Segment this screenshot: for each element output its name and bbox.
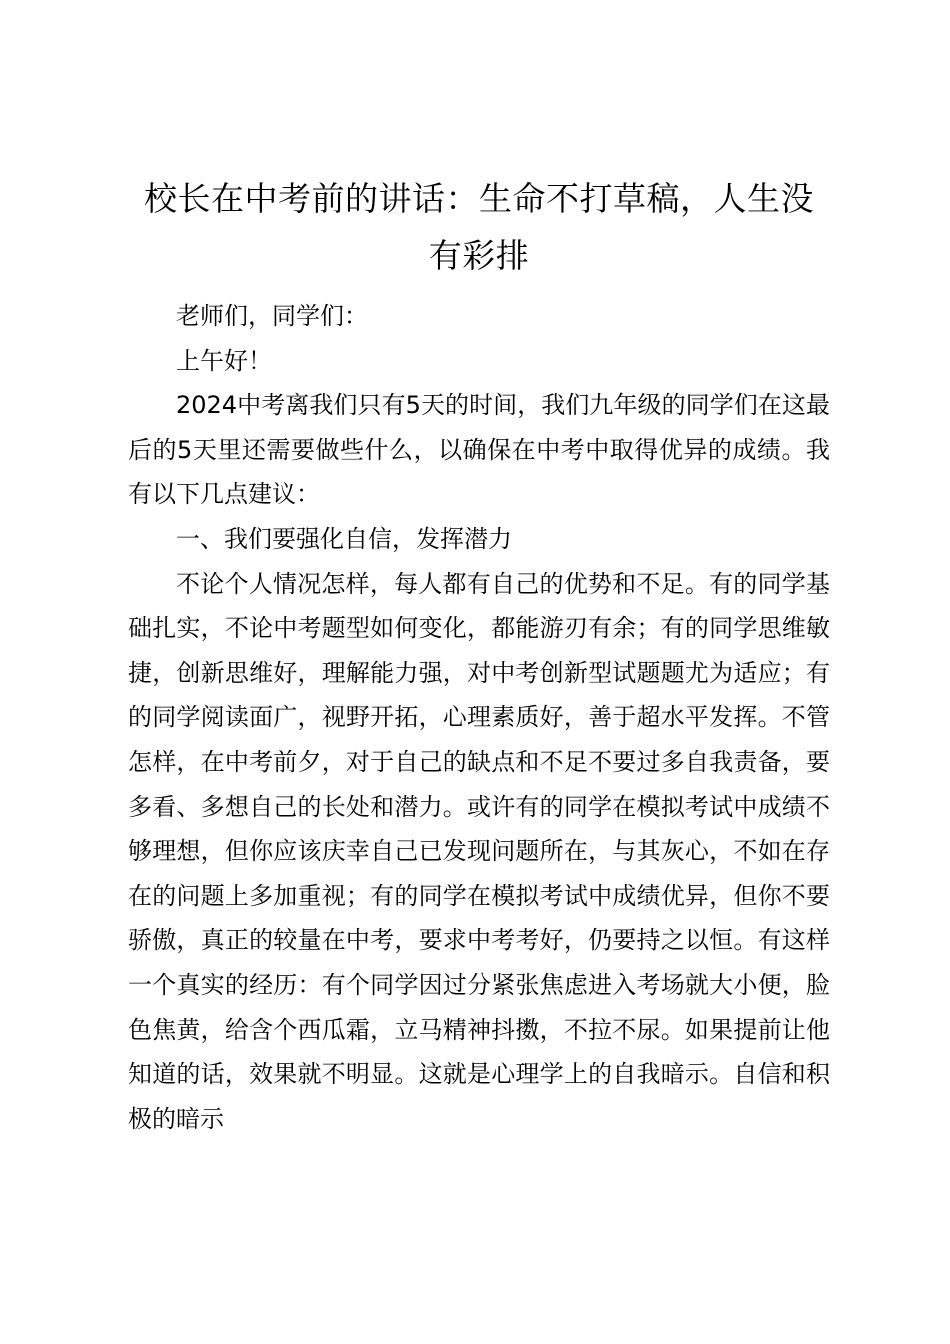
paragraph-greeting: 老师们，同学们： bbox=[176, 302, 368, 330]
section-heading-1: 一、我们要强化自信，发挥潜力 bbox=[176, 524, 512, 553]
document-page bbox=[128, 170, 830, 1141]
paragraph-intro: 2024中考离我们只有5天的时间，我们九年级的同学们在这最后的5天里还需要做些什么，以确保在中考中取得优异的成绩。我有以下几点建议： bbox=[128, 391, 830, 509]
paragraph-salutation: 上午好！ bbox=[176, 346, 272, 375]
paragraph-body: 不论个人情况怎样，每人都有自己的优势和不足。有的同学基础扎实，不论中考题型如何变化，都能游刃有余；有的同学思维敏捷，创新思维好，理解能力强，对中考创新型试题题尤为适应；有的同学阅读面广，视野开拓，心理素质好，善于超水平发挥。不管怎样，在中考前夕，对于自己的缺点和不足不要过多自我责备，要多看、多想自己的长处和潜力。或许有的同学在模拟考试中成绩不够理想，但你应该庆幸自己已发现问题所在，与其灰心，不如在存在的问题上多加重视；有的同学在模拟考试中成绩优异，但你不要骄傲，真正的较量在中考，要求中考考好，仍要持之以恒。有这样一个真实的经历：有个同学因过分紧张焦虑进入考场就大小便，脸色焦黄，给含个西瓜霜，立马精神抖擞，不拉不尿。如果提前让他知道的话，效果就不明显。这就是心理学上的自我暗示。自信和积极的暗示 bbox=[128, 569, 830, 1133]
document-title: 校长在中考前的讲话：生命不打草稿，人生没有彩排 bbox=[144, 179, 814, 275]
